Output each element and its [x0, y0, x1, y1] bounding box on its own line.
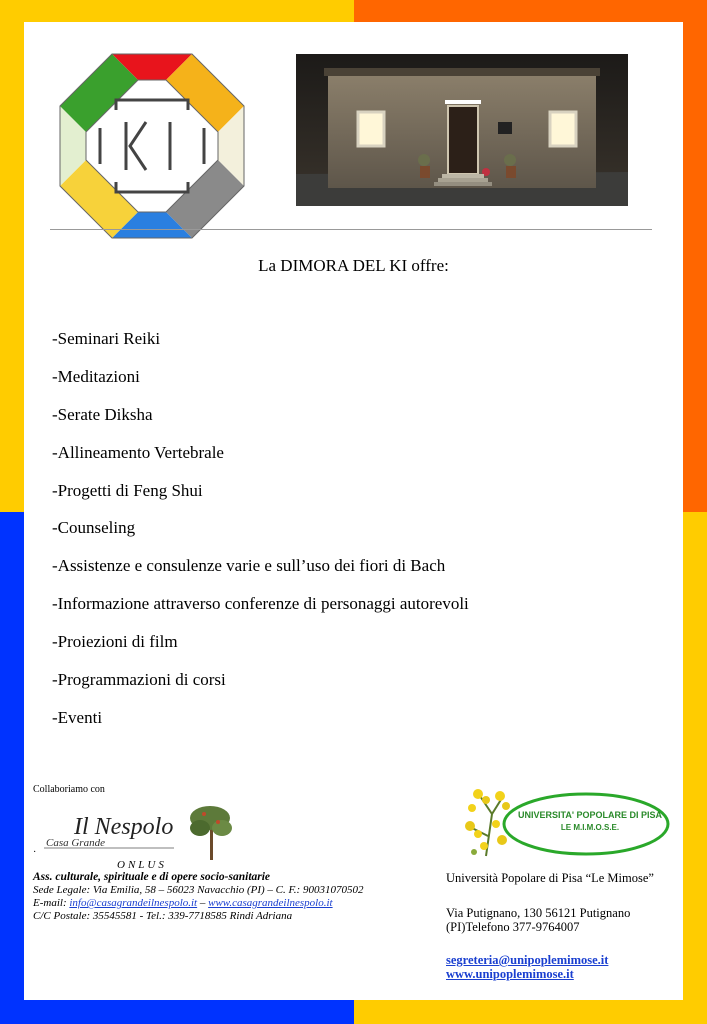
nespolo-sede: Sede Legale: Via Emilia, 58 – 56023 Navacchio (PI) – C. F.: 90031070502 — [33, 884, 364, 896]
dot-mark: · — [33, 847, 37, 858]
offer-item: -Progetti di Feng Shui — [52, 480, 203, 500]
offer-item: -Eventi — [52, 707, 103, 727]
offer-item: -Informazione attraverso conferenze di personaggi autorevoli — [52, 594, 469, 614]
collab-label: Collaboriamo con — [33, 784, 105, 795]
dimora-del-ki-logo — [58, 52, 246, 240]
offers-list — [52, 328, 469, 745]
offer-item: -Assistenze e consulenze varie e sull’uso dei fiori di Bach — [52, 556, 446, 576]
nespolo-website-link[interactable]: www.casagrandeilnespolo.it — [208, 897, 333, 909]
university-phone-line: (PI)Telefono 377-9764007 — [446, 920, 580, 934]
house-photo — [296, 54, 628, 206]
university-website-link[interactable]: www.unipoplemimose.it — [446, 967, 574, 981]
nespolo-info — [33, 871, 363, 923]
email-prefix: E-mail: — [33, 897, 70, 909]
university-address — [446, 906, 630, 934]
university-address-line: Via Putignano, 130 56121 Putignano — [446, 906, 631, 920]
offer-item: -Programmazioni di corsi — [52, 670, 226, 690]
link-separator: – — [197, 897, 209, 909]
university-links — [446, 953, 608, 981]
offer-item: -Seminari Reiki — [52, 329, 161, 348]
offer-item: -Meditazioni — [52, 366, 140, 386]
university-logo-line2: LE M.I.M.O.S.E. — [560, 823, 620, 832]
nespolo-logo-subtext: Casa Grande — [46, 837, 105, 849]
divider-line — [50, 229, 652, 230]
offer-item: -Proiezioni di film — [52, 632, 178, 652]
il-nespolo-logo — [34, 800, 234, 868]
university-logo — [458, 784, 672, 866]
university-logo-line1: UNIVERSITA' POPOLARE DI PISA — [518, 810, 662, 820]
onlus-label: ONLUS — [117, 859, 167, 871]
page-heading: La DIMORA DEL KI offre: — [258, 256, 449, 275]
offer-item: -Serate Diksha — [52, 404, 153, 424]
flyer-page — [24, 22, 683, 1000]
nespolo-email-link[interactable]: info@casagrandeilnespolo.it — [69, 897, 198, 909]
nespolo-cc: C/C Postale: 35545581 - Tel.: 339-7718585 Rindi Adriana — [33, 910, 293, 922]
university-name: Università Popolare di Pisa “Le Mimose” — [446, 871, 654, 885]
nespolo-title: Ass. culturale, spirituale e di opere socio-sanitarie — [33, 871, 271, 883]
university-email-link[interactable]: segreteria@unipoplemimose.it — [446, 953, 609, 967]
offer-item: -Counseling — [52, 518, 136, 538]
nespolo-contacts — [33, 897, 363, 910]
nespolo-logo-text: Il Nespolo — [74, 814, 174, 840]
offer-item: -Allineamento Vertebrale — [52, 442, 224, 462]
